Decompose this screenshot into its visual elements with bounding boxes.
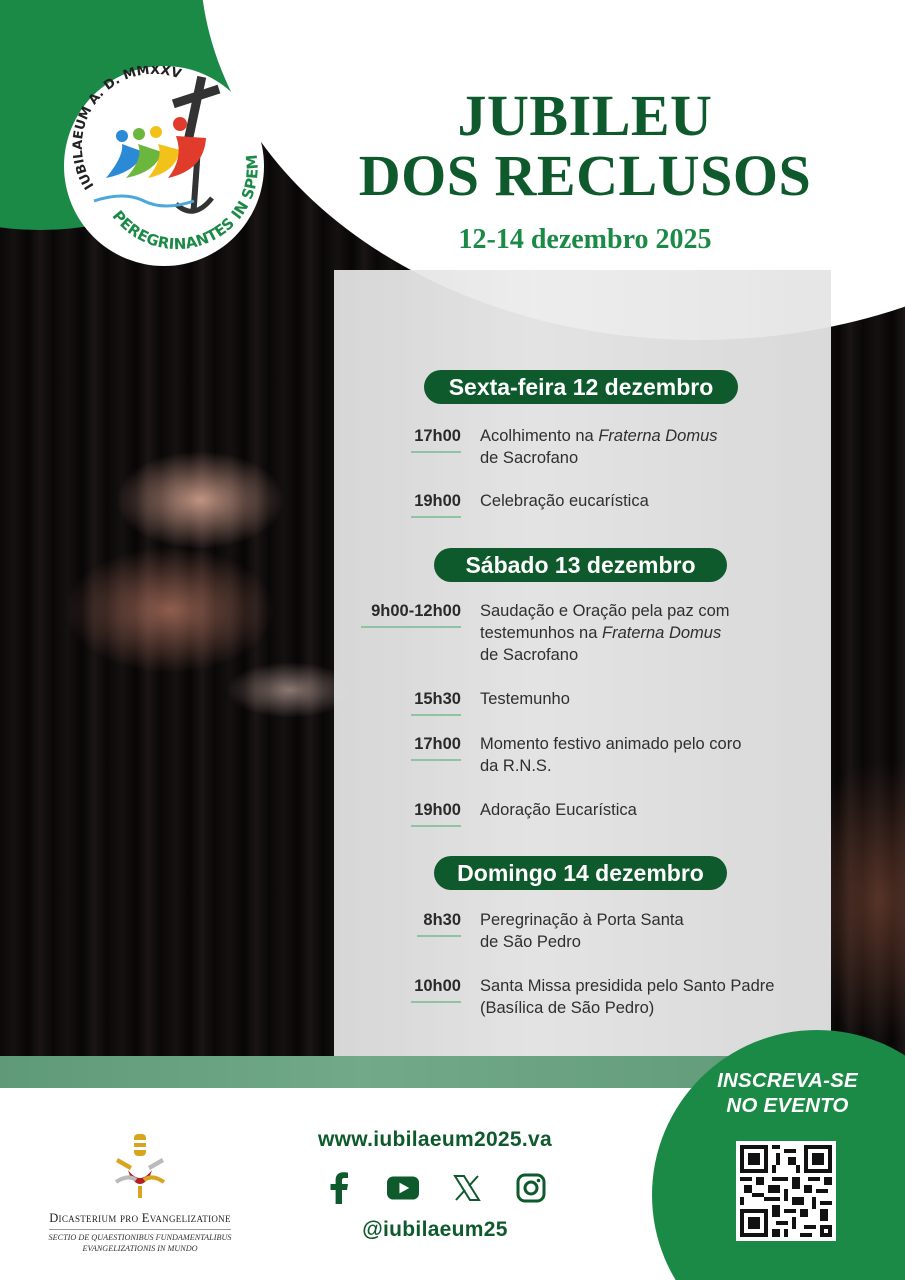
event-time: 17h00 (340, 425, 461, 469)
event-header (330, 83, 840, 256)
event-time: 8h30 (340, 909, 461, 953)
cta-line-2: NO EVENTO (726, 1094, 849, 1117)
event-time: 15h30 (340, 688, 461, 710)
youtube-icon[interactable] (387, 1172, 419, 1204)
event-time: 19h00 (340, 799, 461, 821)
event-description: Acolhimento na Fraterna Domus de Sacrofano (480, 427, 718, 467)
event-description: Celebração eucarística (480, 492, 649, 510)
event-description: Adoração Eucarística (480, 801, 637, 819)
time-underline (361, 626, 461, 628)
schedule-item (340, 909, 830, 953)
schedule-item (340, 688, 830, 710)
time-underline (411, 714, 461, 716)
schedule-item (340, 799, 830, 821)
organizer-name: Dicasterium pro Evangelizatione (49, 1211, 231, 1230)
schedule-item (340, 733, 830, 777)
event-time: 19h00 (340, 490, 461, 512)
jubilee-logo (64, 66, 264, 266)
cta-line-1: INSCREVA-SE (717, 1069, 858, 1092)
time-underline (411, 451, 461, 453)
time-underline (411, 825, 461, 827)
day-heading-saturday: Sábado 13 dezembro (434, 548, 727, 582)
svg-text:IUBILAEUM A. D. MMXXV: IUBILAEUM A. D. MMXXV (70, 66, 183, 192)
time-underline (411, 516, 461, 518)
registration-qr-code[interactable] (736, 1141, 836, 1241)
papal-coat-of-arms-icon (110, 1130, 170, 1202)
event-description: Testemunho (480, 690, 570, 708)
time-underline (411, 759, 461, 761)
jubilee-emblem-icon (64, 66, 264, 266)
schedule-item (340, 600, 830, 666)
event-description: Momento festivo animado pelo coro da R.N.S. (480, 735, 742, 775)
event-time: 17h00 (340, 733, 461, 777)
event-description: Santa Missa presidida pelo Santo Padre (Basílica de São Pedro) (480, 977, 775, 1017)
event-title-line1: JUBILEU (457, 83, 713, 148)
day-heading-sunday: Domingo 14 dezembro (434, 856, 727, 890)
event-time: 10h00 (340, 975, 461, 1019)
event-dates: 12-14 dezembro 2025 (458, 224, 712, 255)
svg-text:PEREGRINANTES IN SPEM: PEREGRINANTES IN SPEM (108, 153, 262, 254)
event-description: Saudação e Oração pela paz com testemunhos na Fraterna Domus de Sacrofano (480, 602, 730, 664)
time-underline (411, 1001, 461, 1003)
event-description: Peregrinação à Porta Santa de São Pedro (480, 911, 684, 951)
qr-code-icon (740, 1145, 832, 1237)
schedule-item (340, 975, 830, 1019)
day-heading-friday: Sexta-feira 12 dezembro (424, 370, 738, 404)
event-time: 9h00-12h00 (340, 600, 461, 666)
social-handle[interactable]: @iubilaeum25 (362, 1218, 508, 1241)
schedule-item (340, 425, 830, 469)
organizer-subtitle-1: SECTIO DE QUAESTIONIBUS FUNDAMENTALIBUS (48, 1233, 232, 1242)
event-title-line2: DOS RECLUSOS (358, 143, 812, 208)
website-link[interactable]: www.iubilaeum2025.va (318, 1128, 552, 1151)
x-icon[interactable] (451, 1172, 483, 1204)
register-cta[interactable] (690, 1068, 885, 1118)
contact-links (300, 1128, 570, 1242)
schedule-item (340, 490, 830, 512)
social-icons (300, 1172, 570, 1204)
organizer-block (20, 1130, 260, 1254)
facebook-icon[interactable] (323, 1172, 355, 1204)
instagram-icon[interactable] (515, 1172, 547, 1204)
organizer-subtitle-2: EVANGELIZATIONIS IN MUNDO (82, 1244, 198, 1253)
time-underline (417, 935, 461, 937)
